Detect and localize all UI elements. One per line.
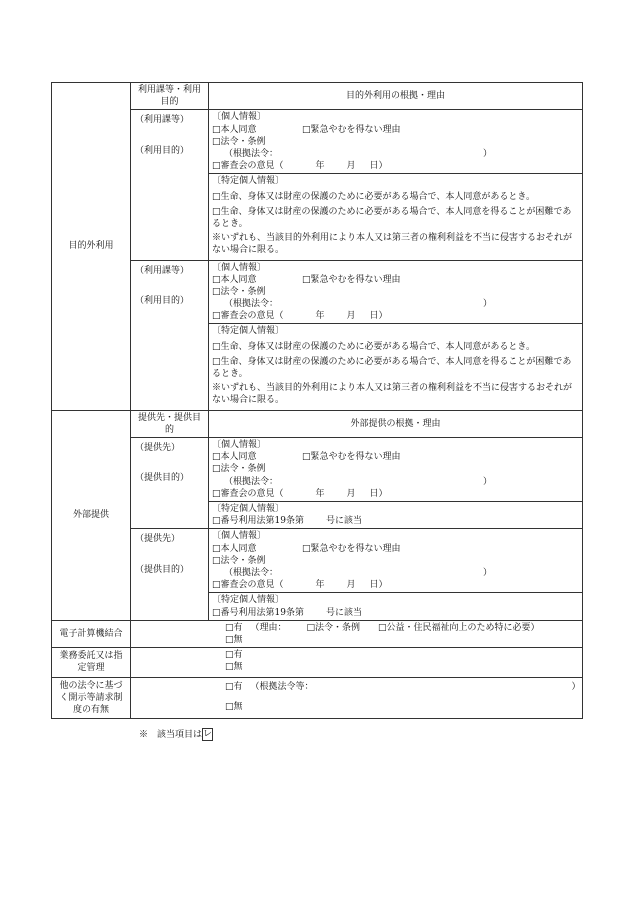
dest-label: （提供先） — [135, 443, 181, 454]
specific-info-block: 〔特定個人情報〕 □生命、身体又は財産の保護のために必要がある場合で、本人同意があるとき。 □生命、身体又は財産の保護のために必要がある場合で、本人同意を得ることが困難であるとき。 ※いずれも、当該目的外利用により本人又は第三者の権利利益を不当に侵害するおそれがない場合に限る。 — [209, 323, 582, 409]
purpose-entry-2-reasons — [209, 260, 583, 410]
specific-note: ※いずれも、当該目的外利用により本人又は第三者の権利利益を不当に侵害するおそれがない場合に限る。 — [212, 383, 573, 406]
personal-info-block: 〔個人情報〕 □本人同意 □緊急やむを得ない理由 □法令・条例 （根拠法令： ） □審査会の意見（ 年 月 日） — [209, 438, 582, 501]
basis-label: （根拠法令： — [224, 148, 279, 159]
form-page — [51, 82, 582, 741]
personal-info-block: 〔個人情報〕 □本人同意 □緊急やむを得ない理由 □法令・条例 （根拠法令： ） □審査会の意見（ 年 月 日） — [209, 529, 582, 592]
specific-info-block: 〔特定個人情報〕 □番号利用法第19条第 号に該当 — [209, 501, 582, 528]
specific-option-2[interactable]: □生命、身体又は財産の保護のために必要がある場合で、本人同意を得ることが困難であるとき。 — [212, 356, 572, 380]
basis-label: （根拠法令： — [224, 476, 279, 487]
law-checkbox[interactable]: □法令・条例 — [212, 464, 266, 475]
urgent-checkbox[interactable]: □緊急やむを得ない理由 — [302, 543, 401, 554]
computer-public-checkbox[interactable]: □公益・住民福祉向上のため特に必要） — [378, 622, 540, 633]
external-entry-2-reasons — [209, 529, 583, 620]
basis-label: （根拠法令： — [224, 299, 279, 310]
footnote: ※ 該当項目はレ — [139, 729, 213, 741]
dept-label: （利用課等） — [135, 265, 190, 276]
computer-link-label: 電子計算機結合 — [52, 620, 131, 647]
outsourcing-yes-checkbox[interactable]: □有 — [225, 650, 243, 661]
external-entry-2-left — [131, 529, 209, 620]
consent-checkbox[interactable]: □本人同意 — [212, 452, 257, 463]
purpose-reason-header: 目的外利用の根拠・理由 — [209, 83, 583, 110]
personal-info-block: 〔個人情報〕 □本人同意 □緊急やむを得ない理由 □法令・条例 （根拠法令： ） □審査会の意見（ 年 月 日） — [209, 261, 582, 324]
personal-info-block: 〔個人情報〕 □本人同意 □緊急やむを得ない理由 □法令・条例 （根拠法令： ） □審査会の意見（ 年 月 日） — [209, 110, 582, 173]
urgent-checkbox[interactable]: □緊急やむを得ない理由 — [302, 274, 401, 285]
computer-no-checkbox[interactable]: □無 — [225, 634, 243, 645]
mynumber-checkbox[interactable]: □番号利用法第19条第 — [212, 516, 304, 527]
external-entry-1-reasons — [209, 438, 583, 529]
specific-info-block: 〔特定個人情報〕 □番号利用法第19条第 号に該当 — [209, 592, 582, 619]
external-reason-header: 外部提供の根拠・理由 — [209, 410, 583, 437]
external-section-label: 外部提供 — [52, 410, 131, 620]
council-checkbox[interactable]: □審査会の意見（ — [212, 311, 284, 322]
computer-yes-checkbox[interactable]: □有 — [225, 622, 243, 633]
council-checkbox[interactable]: □審査会の意見（ — [212, 161, 284, 172]
other-law-label: 他の法令に基づく開示等請求制度の有無 — [52, 677, 131, 719]
external-col-header: 提供先・提供目的 — [131, 410, 209, 437]
computer-law-checkbox[interactable]: □法令・条例 — [306, 622, 361, 633]
purpose-col-header: 利用課等・利用目的 — [131, 83, 209, 110]
specific-note: ※いずれも、当該目的外利用により本人又は第三者の権利利益を不当に侵害するおそれがない場合に限る。 — [212, 233, 573, 256]
specific-info-block: 〔特定個人情報〕 □生命、身体又は財産の保護のために必要がある場合で、本人同意があるとき。 □生命、身体又は財産の保護のために必要がある場合で、本人同意を得ることが困難であるとき。 ※いずれも、当該目的外利用により本人又は第三者の権利利益を不当に侵害するおそれがない場合に限る。 — [209, 173, 582, 259]
basis-label: （根拠法令： — [224, 567, 279, 578]
purpose-entry-1-left — [131, 110, 209, 260]
council-checkbox[interactable]: □審査会の意見（ — [212, 580, 284, 591]
external-entry-1-left — [131, 438, 209, 529]
disclosure-form-table — [51, 82, 583, 719]
consent-checkbox[interactable]: □本人同意 — [212, 124, 257, 135]
specific-option-2[interactable]: □生命、身体又は財産の保護のために必要がある場合で、本人同意を得ることが困難であるとき。 — [212, 206, 572, 229]
mynumber-checkbox[interactable]: □番号利用法第19条第 — [212, 607, 304, 618]
other-law-no-checkbox[interactable]: □無 — [225, 701, 243, 712]
specific-option-1[interactable]: □生命、身体又は財産の保護のために必要がある場合で、本人同意があるとき。 — [212, 341, 535, 352]
outsourcing-options — [131, 648, 583, 677]
consent-checkbox[interactable]: □本人同意 — [212, 543, 257, 554]
use-label: （提供目的） — [135, 564, 190, 575]
outsourcing-no-checkbox[interactable]: □無 — [225, 662, 243, 673]
urgent-checkbox[interactable]: □緊急やむを得ない理由 — [302, 452, 401, 463]
other-law-yes-checkbox[interactable]: □有 — [225, 681, 243, 692]
use-label: （利用目的） — [135, 295, 190, 306]
urgent-checkbox[interactable]: □緊急やむを得ない理由 — [302, 124, 401, 135]
use-label: （利用目的） — [135, 145, 190, 156]
purpose-entry-2-left — [131, 260, 209, 410]
law-checkbox[interactable]: □法令・条例 — [212, 286, 266, 297]
dest-label: （提供先） — [135, 534, 181, 545]
check-mark-icon: レ — [203, 729, 213, 740]
law-checkbox[interactable]: □法令・条例 — [212, 136, 266, 147]
other-law-options: □有 （根拠法令等： ） □無 — [131, 677, 583, 719]
outsourcing-label: 業務委託又は指定管理 — [52, 648, 131, 677]
computer-link-options: □有 （理由： □法令・条例 □公益・住民福祉向上のため特に必要） □無 — [131, 620, 583, 647]
specific-option-1[interactable]: □生命、身体又は財産の保護のために必要がある場合で、本人同意があるとき。 — [212, 191, 535, 202]
council-checkbox[interactable]: □審査会の意見（ — [212, 488, 284, 499]
purpose-section-label: 目的外利用 — [52, 83, 131, 411]
dept-label: （利用課等） — [135, 115, 190, 126]
law-checkbox[interactable]: □法令・条例 — [212, 555, 266, 566]
use-label: （提供目的） — [135, 473, 190, 484]
consent-checkbox[interactable]: □本人同意 — [212, 274, 257, 285]
purpose-entry-1-reasons — [209, 110, 583, 260]
